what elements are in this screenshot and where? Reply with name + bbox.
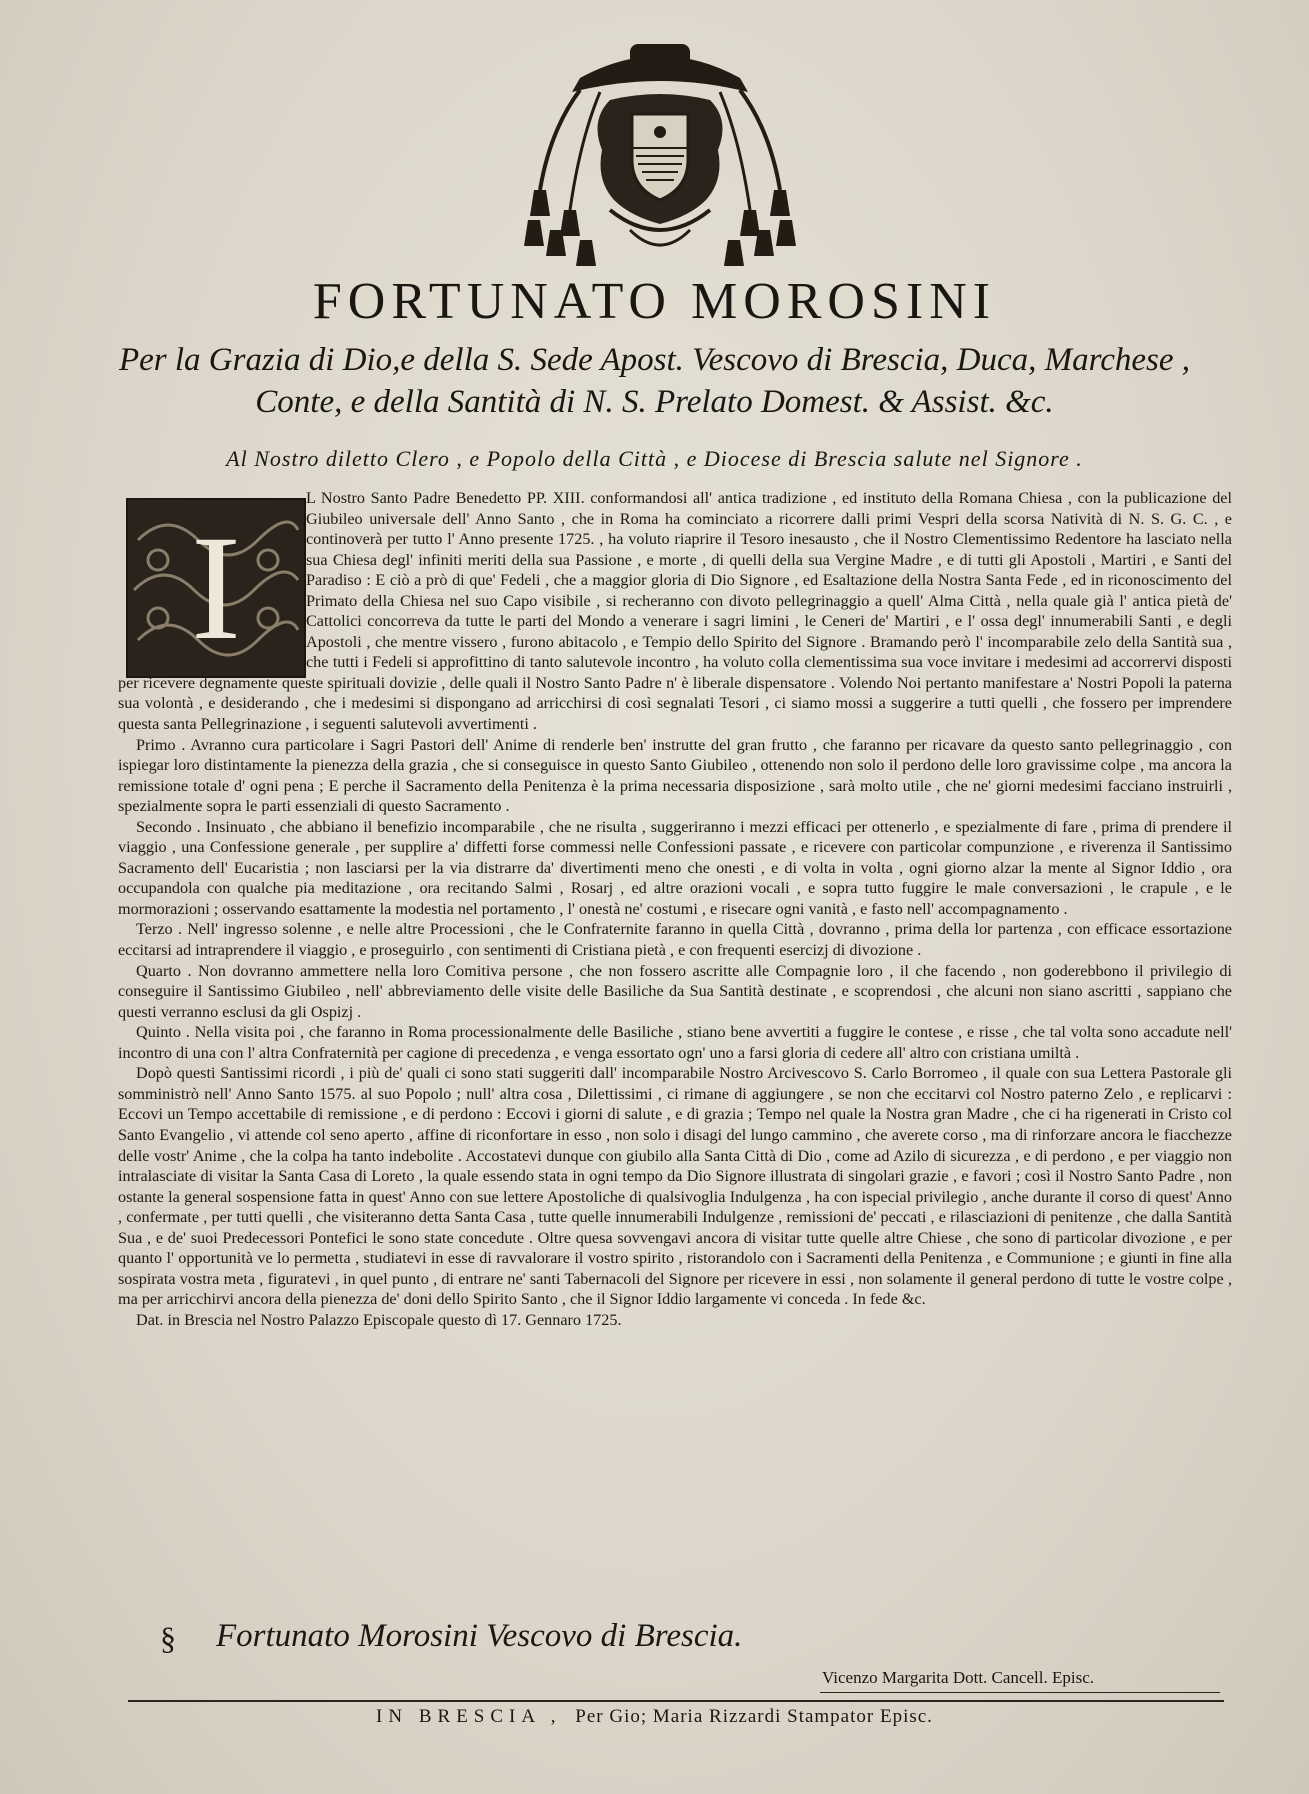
title-line-2: Conte, e della Santità di N. S. Prelato Domest. & Assist. &c. <box>255 384 1054 420</box>
paragraph-conclusion: Dopò questi Santissimi ricordi , i più de' quali ci sono stati suggeriti dall' incomparabile Nostro Arcivescovo S. Carlo Borromeo , il quale con sua Lettera Pastorale gli somministrò nell' Anno Santo 1575. al suo Popolo ; null' altra cosa , Dilettissimi , ci rimane di aggiungere , se non che eccitarvi col Nostro paterno Zelo , e replicarvi : Eccovi un Tempo accettabile di remissione , e di perdono : Eccovi i giorni di salute , e di grazia ; Tempo nel quale la Nostra gran Madre , che ci ha rigenerati in Cristo col Santo Evangelio , vi attende col seno aperto , affine di riconfortare in esso , non solo i disagi del lungo cammino , che averete corso , ma di rinforzare ancora le fiacchezze delle vostr' Anime , che la colpa ha tanto indebolite . Accostatevi dunque con giubilo alla Santa Città di Dio , come ad Azilo di sicurezza , e di perdono , e per viaggio non intralasciate di visitar la Santa Casa di Loreto , la quale essendo stata in ogni tempo da Dio Signore illustrata di singolari grazie , e favori ; così il Nostro Santo Padre , non ostante la general sospensione fatta in quest' Anno con sue lettere Apostoliche di qualsivoglia Indulgenza , ha con ispecial privilegio , anche durante il corso di quest' Anno , confermate , per tutti quelli , che visiteranno detta Santa Casa , tutte quelle innumerabili Indulgenze , remissioni de' peccati , e rilasciazioni di penitenze , che dalla Santità Sua , e de' suoi Predecessori Pontefici le sono state concedute . Oltre quesa sovvengavi ancora di visitar tutte quelle altre Chiese , che sono di particolar divozione , e per quanto l' opportunità ve lo permetta , studiatevi in esse di ravvalorare il vostro spirito , ristorandolo con i Sacramenti della Penitenza , e Communione ; e giunti in fine alla sospirata vostra meta , figuratevi , in quel punto , di entrare ne' santi Tabernacoli del Signore per ricevere in essi , non solamente il general perdono di tutte le vostre colpe , ma per arricchirvi ancora della pienezza de' doni dello Spirito Santo , che il Signor Iddio largamente vi conceda . In fede &c. <box>118 1064 1232 1309</box>
bishop-name-title: FORTUNATO MOROSINI <box>312 273 997 330</box>
seal-mark: § <box>160 1620 176 1656</box>
paragraph-quinto: Quinto . Nella visita poi , che faranno in Roma processionalmente delle Basiliche , stiano bene avvertiti a fuggire le contese , e risse , che tal volta sono accadute nell' incontro di una con l' altra Confraternità per cagione di precedenza , e venga essortato ogn' uno a farsi gloria di cedere all' altro con cristiana umiltà . <box>118 1023 1232 1062</box>
edict-body <box>118 488 1232 1596</box>
imprint-printer: Per Gio; Maria Rizzardi Stampator Episc. <box>575 1706 933 1727</box>
signature-text: Fortunato Morosini Vescovo di Brescia. <box>216 1618 743 1654</box>
paragraph-terzo: Terzo . Nell' ingresso solenne , e nelle altre Processioni , che le Confraternite faranno in quella Città , dovranno , prima della lor partenza , con efficace essortazione eccitarsi ad intraprendere il viaggio , e proseguirlo , con sentimenti di Cristiana pietà , e con frequenti esercizj di divozione . <box>118 920 1232 960</box>
title-line-1: Per la Grazia di Dio,e della S. Sede Apost. Vescovo di Brescia, Duca, Marchese , <box>118 342 1191 378</box>
episcopal-coat-of-arms <box>510 40 810 280</box>
initial-letter: I <box>191 505 241 671</box>
signature <box>160 1618 1060 1668</box>
paragraph-intro: L Nostro Santo Padre Benedetto PP. XIII. conformandosi all' antica tradizione , ed instituto della Romana Chiesa , con la publicazione del Giubileo universale dell' Anno Santo , che in Roma ha cominciato a ricorrere dalli primi Vespri della scorsa Natività di N. S. G. C. , e continoverà per tutto l' Anno presente 1725. , ha voluto riaprire il Tesoro inesausto , che il Nostro Clementissimo Redentore ha lasciato nella sua Chiesa degl' infiniti meriti della sua Passione , e morte , di quelli della sua Vergine Madre , e di tutti gli Apostoli , Martiri , e Santi del Paradiso : E ciò a prò di que' Fedeli , che a maggior gloria di Dio Signore , ed Esaltazione della Nostra Santa Fede , ed in riconoscimento del Primato della Chiesa nel suo Capo visibile , si recheranno con divoto pellegrinaggio a quell' Alma Città , nella quale già l' antica pietà de' Cattolici concorreva da tutte le parti del Mondo a venerare i sagri limini , le Ceneri de' Martiri , e l' ossa degl' innumerabili Santi , e degli Apostoli , che mentre vissero , furono abitacolo , e Tempio dello Spirito del Signore . Bramando però l' incomparabile zelo della Santità sua , che tutti i Fedeli si approfittino di tanto salutevole incontro , ha voluto colla clementissima sua voce invitare i medesimi ad accorrervi disposti per ricevere degnamente queste spirituali dovizie , delle quali il Nostro Santo Padre n' è liberale dispensatore . Volendo Noi pertanto manifestare a' Nostri Popoli la paterna sua volontà , e desiderando , che i medesimi si dispongano ad arricchirsi di così segnalati Tesori , ci siamo mossi a suggerire a tutti quelli , che fossero per imprendere questa santa Pellegrinazione , i seguenti salutevoli avvertimenti . <box>118 489 1232 734</box>
paragraph-secondo: Secondo . Insinuato , che abbiano il benefizio incomparabile , che ne risulta , suggeriranno i mezzi efficaci per ottenerlo , e spezialmente di fare , prima di prendere il viaggio , una Confessione generale , per supplire a' diffetti forse commessi nelle Confessioni passate , e ricevere con particolar compunzione , e riverenza il Santissimo Sacramento dell' Eucaristia ; non lasciarsi per la via distrarre da' divertimenti meno che onesti , e di volta in volta , ogni giorno alzar la mente al Signor Iddio , ora occupandola con qualche pia meditazione , ora recitando Salmi , Rosarj , ed altre orazioni vocali , e sopra tutto fuggire le male conversazioni , le crapule , e le mormorazioni ; osservando esattamente la modestia nel portamento , l' onestà ne' costumi , e risecare ogni vanità , e fasto nell' accompagnamento . <box>118 817 1232 918</box>
chancellor-name: Vicenzo Margarita Dott. Cancell. Episc. <box>822 1668 1094 1687</box>
dated-line: Dat. in Brescia nel Nostro Palazzo Episcopale questo dì 17. Gennaro 1725. <box>136 1310 622 1329</box>
imprint-city: IN BRESCIA , <box>376 1706 562 1727</box>
printer-imprint <box>0 1706 1309 1728</box>
divider <box>820 1692 1220 1693</box>
divider <box>128 1700 1224 1702</box>
paragraph-primo: Primo . Avranno cura particolare i Sagri Pastori dell' Anime di renderle ben' instrutte del gran frutto , che faranno per ricavare da questo santo pellegrinaggio , con ispiegar loro distintamente la pienezza della grazia , che si conseguisce in questo Santo Giubileo , ottenendo non solo il perdono delle loro gravissime colpe , ma ancora la remissione totale d' ogni pena ; E perche il Sacramento della Penitenza è la prima necessaria disposizione , sarà molto utile , che ne' giorni medesimi facciano instruirli , spezialmente sopra le parti essenziali di questo Sacramento . <box>118 735 1232 816</box>
paragraph-quarto: Quarto . Non dovranno ammettere nella loro Comitiva persone , che non fossero ascritte alle Compagnie loro , il che facendo , non goderebbono il privilegio di conseguire il Santissimo Giubileo , nell' abbreviamento delle visite delle Basiliche da Sua Santità destinate , e scoprendosi , che alcuni non siano ascritti , sappiano che questi verranno esclusi da gli Ospizj . <box>118 961 1232 1021</box>
salutation: Al Nostro diletto Clero , e Popolo della Città , e Diocese di Brescia salute nel Signore . <box>226 446 1083 471</box>
